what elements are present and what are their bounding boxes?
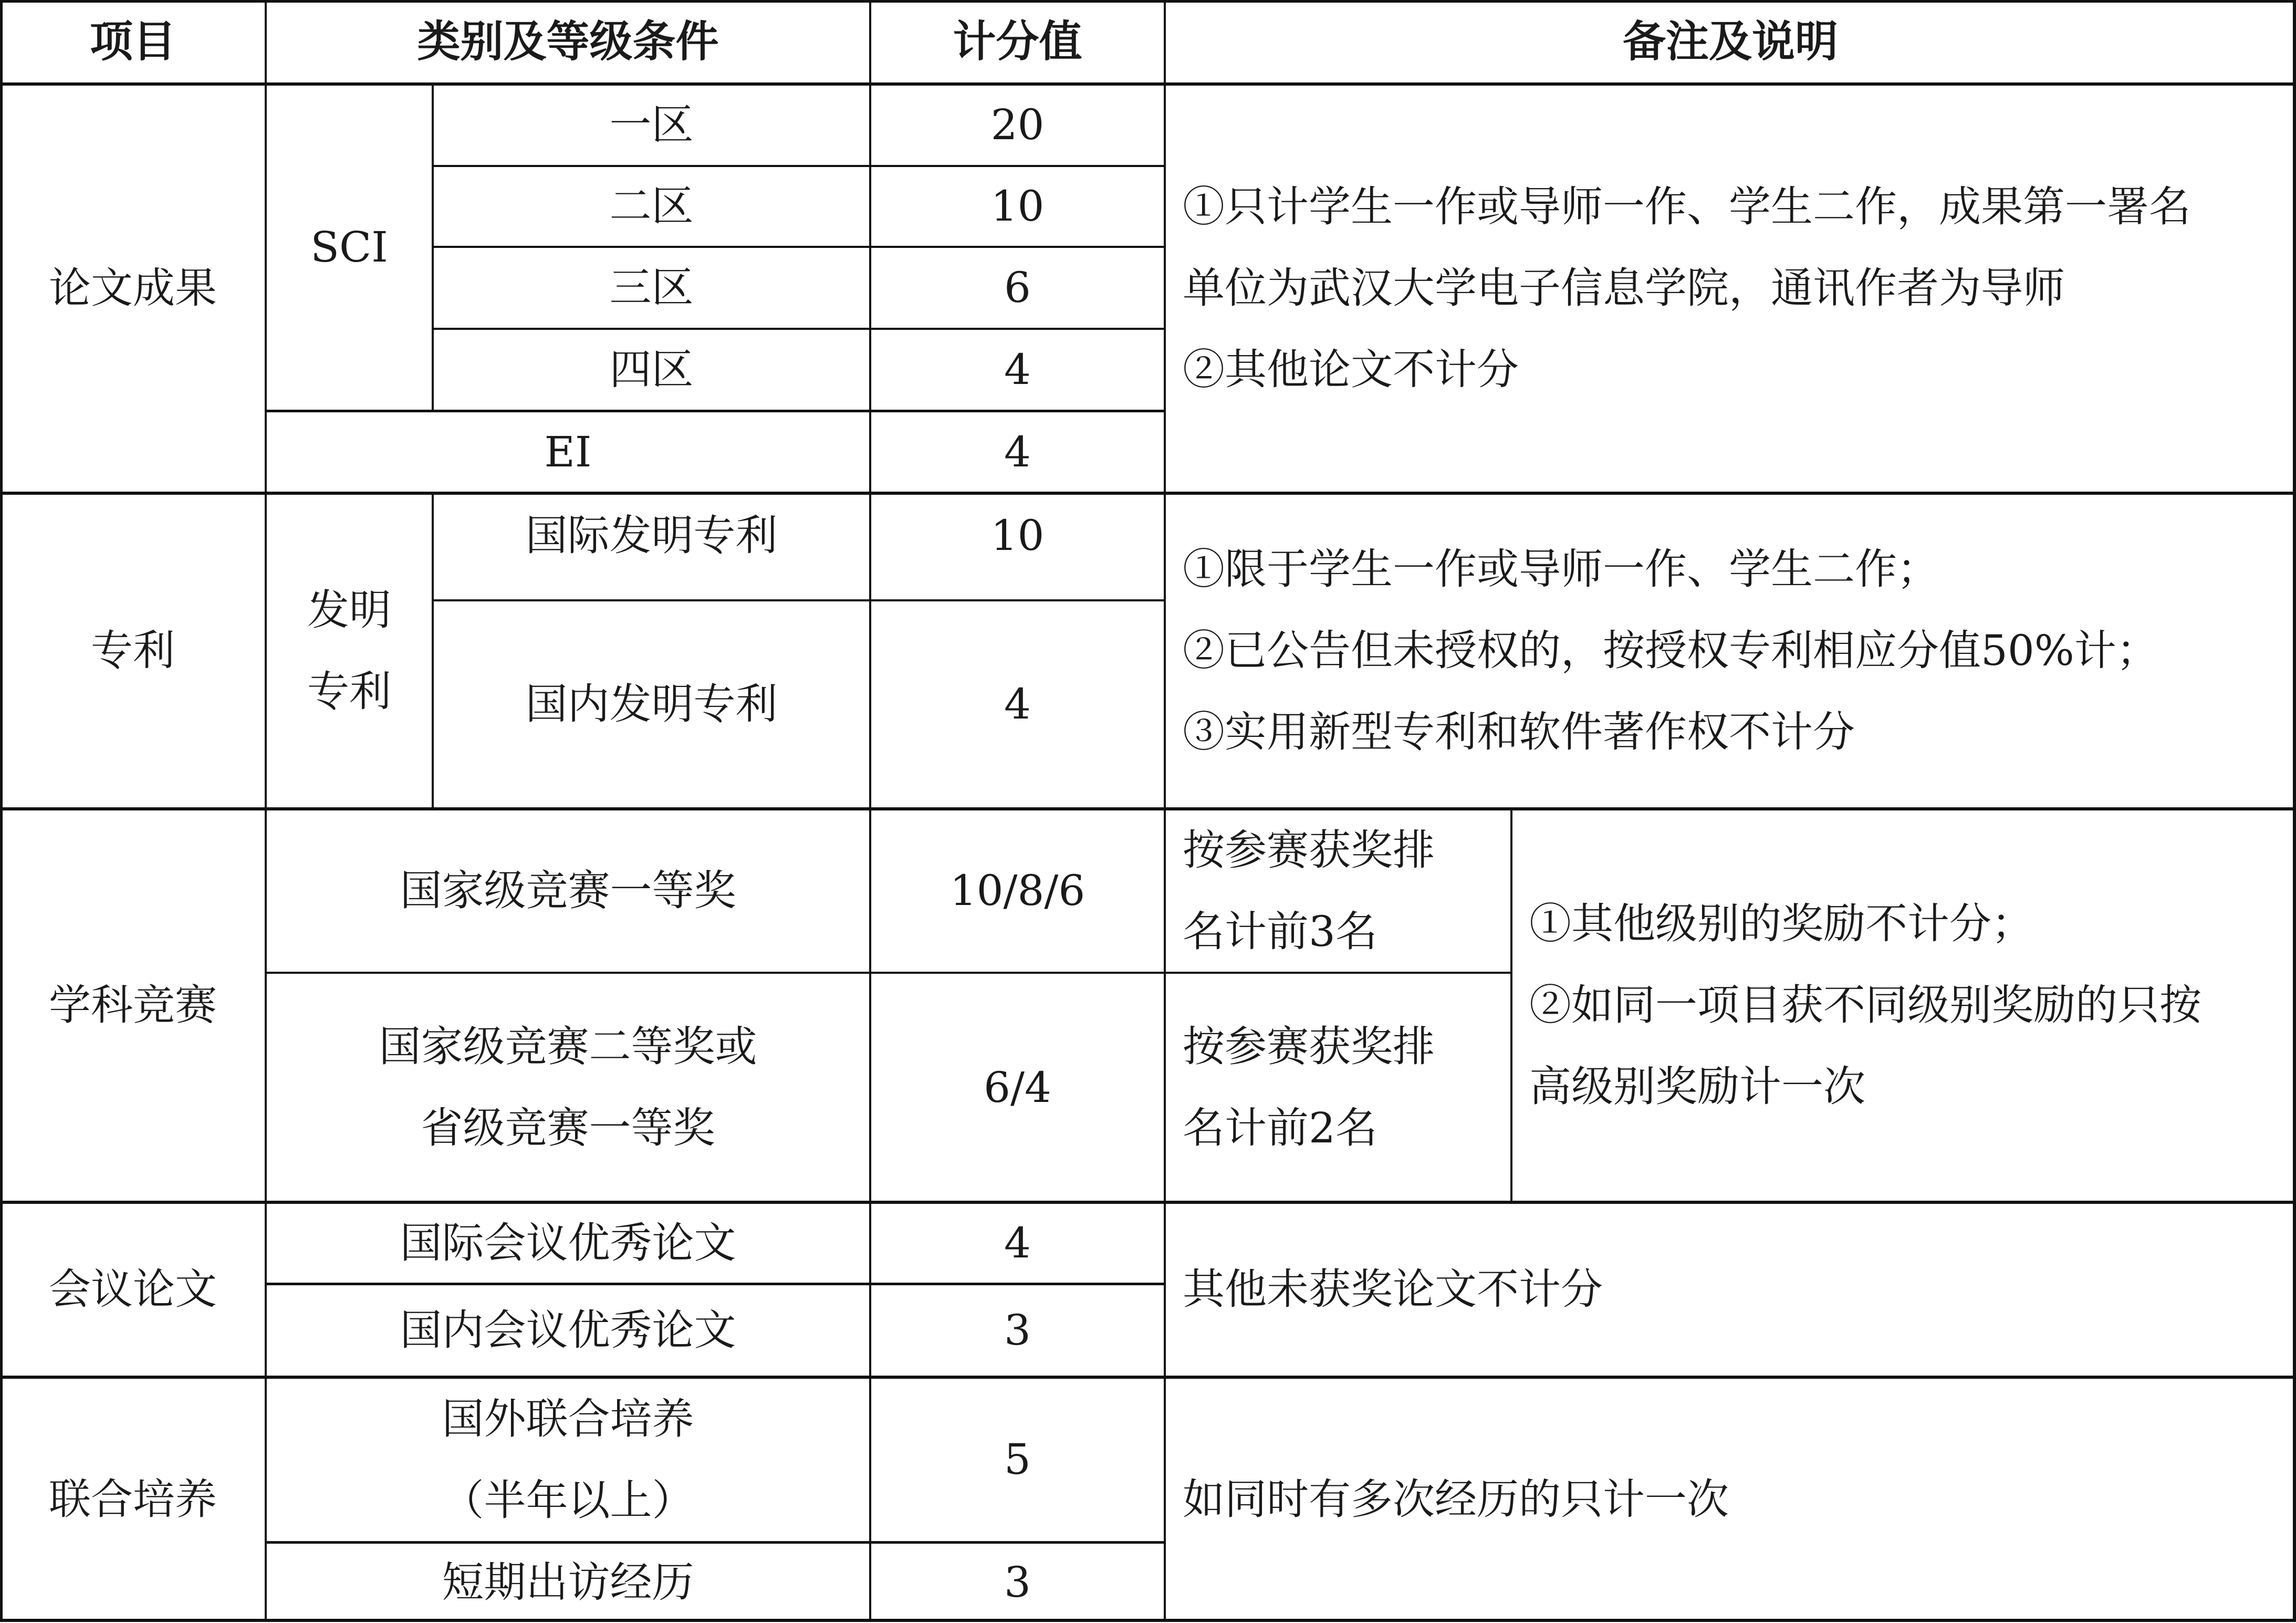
header-item-label: 项目	[89, 17, 176, 67]
condition-line: 国外联合培养	[442, 1394, 694, 1443]
competitions-row-ranking	[1165, 973, 1511, 1202]
section-patents-label	[0, 493, 266, 808]
score-text: 4	[1004, 345, 1031, 394]
note-line: 如同时有多次经历的只计一次	[1183, 1475, 1729, 1524]
papers-row-condition	[266, 411, 870, 493]
condition-text: 国内会议优秀论文	[400, 1306, 736, 1355]
competitions-label-text: 学科竞赛	[49, 981, 217, 1029]
papers-row-score	[870, 411, 1165, 493]
condition-text: 国际会议优秀论文	[400, 1218, 736, 1267]
divider-col	[265, 0, 267, 1622]
score-text: 10/8/6	[949, 866, 1086, 915]
patents-notes	[1165, 493, 2296, 808]
papers-label-text: 论文成果	[49, 264, 217, 313]
header-category	[266, 0, 870, 84]
divider-row	[266, 410, 1165, 412]
divider-col	[432, 493, 434, 808]
header-notes	[1165, 0, 2296, 84]
competitions-row-score	[870, 808, 1165, 973]
conference-notes	[1165, 1202, 2296, 1377]
patents-row-condition	[433, 600, 870, 808]
divider-row	[433, 599, 1165, 601]
competitions-row-ranking	[1165, 808, 1511, 973]
divider-row	[266, 1283, 1165, 1285]
header-score-label: 计分值	[953, 17, 1082, 67]
sci-label-text: SCI	[310, 223, 388, 272]
sci-label	[266, 84, 433, 411]
section-conference-label	[0, 1202, 266, 1377]
header-notes-label: 备注及说明	[1622, 17, 1838, 67]
condition-line: 短期出访经历	[442, 1557, 694, 1607]
joint-training-row-condition	[266, 1377, 870, 1542]
joint-training-label-text: 联合培养	[49, 1475, 217, 1524]
divider-row	[433, 165, 1165, 167]
papers-row-condition	[433, 84, 870, 165]
divider-header	[0, 82, 2296, 86]
condition-text: 三区	[609, 263, 694, 312]
patents-row-score	[870, 493, 1165, 600]
score-text: 4	[1004, 427, 1031, 476]
joint-training-row-condition	[266, 1542, 870, 1622]
ranking-line: 名计前2名	[1183, 1104, 1377, 1152]
condition-text: EI	[544, 427, 592, 476]
score-text: 3	[1004, 1306, 1031, 1355]
header-score	[870, 0, 1165, 84]
papers-row-condition	[433, 328, 870, 411]
competitions-row-score	[870, 973, 1165, 1202]
condition-line: 国家级竞赛二等奖或	[379, 1022, 757, 1071]
score-text: 5	[1004, 1435, 1031, 1484]
divider-section	[0, 492, 2296, 495]
joint-training-row-score	[870, 1377, 1165, 1542]
note-line: 高级别奖励计一次	[1529, 1062, 1865, 1111]
divider-section	[0, 1201, 2296, 1204]
note-line: ②已公告但未授权的，按授权专利相应分值50%计；	[1183, 626, 2158, 675]
score-text: 6	[1004, 263, 1031, 312]
joint-training-notes	[1165, 1377, 2296, 1622]
patents-label-text: 专利	[91, 626, 175, 675]
invention-patent-label	[266, 493, 433, 808]
note-line: 其他未获奖论文不计分	[1183, 1265, 1603, 1314]
divider-col	[1164, 0, 1166, 1622]
note-line: ③实用新型专利和软件著作权不计分	[1183, 708, 1855, 756]
conference-row-score	[870, 1284, 1165, 1377]
score-text: 6/4	[984, 1063, 1051, 1112]
header-item	[0, 0, 266, 84]
competitions-row-condition	[266, 808, 870, 973]
competitions-row-condition	[266, 973, 870, 1202]
border-bottom	[0, 1619, 2296, 1622]
score-text: 20	[990, 100, 1045, 149]
header-category-label: 类别及等级条件	[417, 17, 719, 67]
note-line: 单位为武汉大学电子信息学院，通讯作者为导师	[1183, 264, 2065, 313]
divider-col	[869, 0, 871, 1622]
note-line: ①其他级别的奖励不计分；	[1529, 899, 2033, 948]
condition-text: 国内发明专利	[525, 680, 778, 729]
papers-row-condition	[433, 246, 870, 328]
section-joint-training-label	[0, 1377, 266, 1622]
sub-label-line: 专利	[307, 667, 391, 716]
note-line: ②其他论文不计分	[1183, 345, 1519, 394]
section-papers-label	[0, 84, 266, 493]
border-top	[0, 0, 2296, 3]
note-line: ①只计学生一作或导师一作、学生二作，成果第一署名	[1183, 182, 2191, 231]
divider-row	[433, 246, 1165, 248]
section-competitions-label	[0, 808, 266, 1202]
conference-row-condition	[266, 1284, 870, 1377]
divider-section	[0, 1376, 2296, 1379]
condition-text: 二区	[609, 181, 694, 231]
condition-text: 一区	[609, 100, 694, 149]
patents-row-score	[870, 600, 1165, 808]
sub-label-line: 发明	[307, 585, 391, 634]
score-text: 4	[1004, 1218, 1031, 1267]
note-line: ②如同一项目获不同级别奖励的只按	[1529, 981, 2201, 1029]
papers-row-score	[870, 328, 1165, 411]
conference-row-condition	[266, 1202, 870, 1284]
divider-row	[266, 1541, 1165, 1544]
papers-notes	[1165, 84, 2296, 493]
conference-label-text: 会议论文	[49, 1265, 217, 1314]
condition-line: （半年以上）	[442, 1475, 694, 1525]
ranking-line: 按参赛获奖排	[1183, 1022, 1435, 1071]
score-text: 4	[1004, 680, 1031, 729]
ranking-line: 按参赛获奖排	[1183, 825, 1435, 875]
conference-row-score	[870, 1202, 1165, 1284]
papers-row-condition	[433, 165, 870, 246]
note-line: ①限于学生一作或导师一作、学生二作；	[1183, 545, 1939, 594]
joint-training-row-score	[870, 1542, 1165, 1622]
divider-section	[0, 807, 2296, 810]
patents-row-condition	[433, 493, 870, 600]
condition-text: 四区	[609, 345, 694, 394]
condition-text: 国际发明专利	[525, 511, 778, 560]
papers-row-score	[870, 246, 1165, 328]
score-text: 10	[990, 511, 1045, 560]
papers-row-score	[870, 84, 1165, 165]
condition-line: 国家级竞赛一等奖	[400, 866, 736, 915]
divider-row	[433, 328, 1165, 330]
papers-row-score	[870, 165, 1165, 246]
divider-row	[266, 972, 1511, 974]
condition-line: 省级竞赛一等奖	[421, 1104, 715, 1152]
competitions-notes	[1511, 808, 2296, 1202]
divider-col	[1510, 808, 1512, 1202]
score-text: 10	[990, 181, 1045, 231]
ranking-line: 名计前3名	[1183, 907, 1377, 956]
score-text: 3	[1004, 1557, 1031, 1607]
